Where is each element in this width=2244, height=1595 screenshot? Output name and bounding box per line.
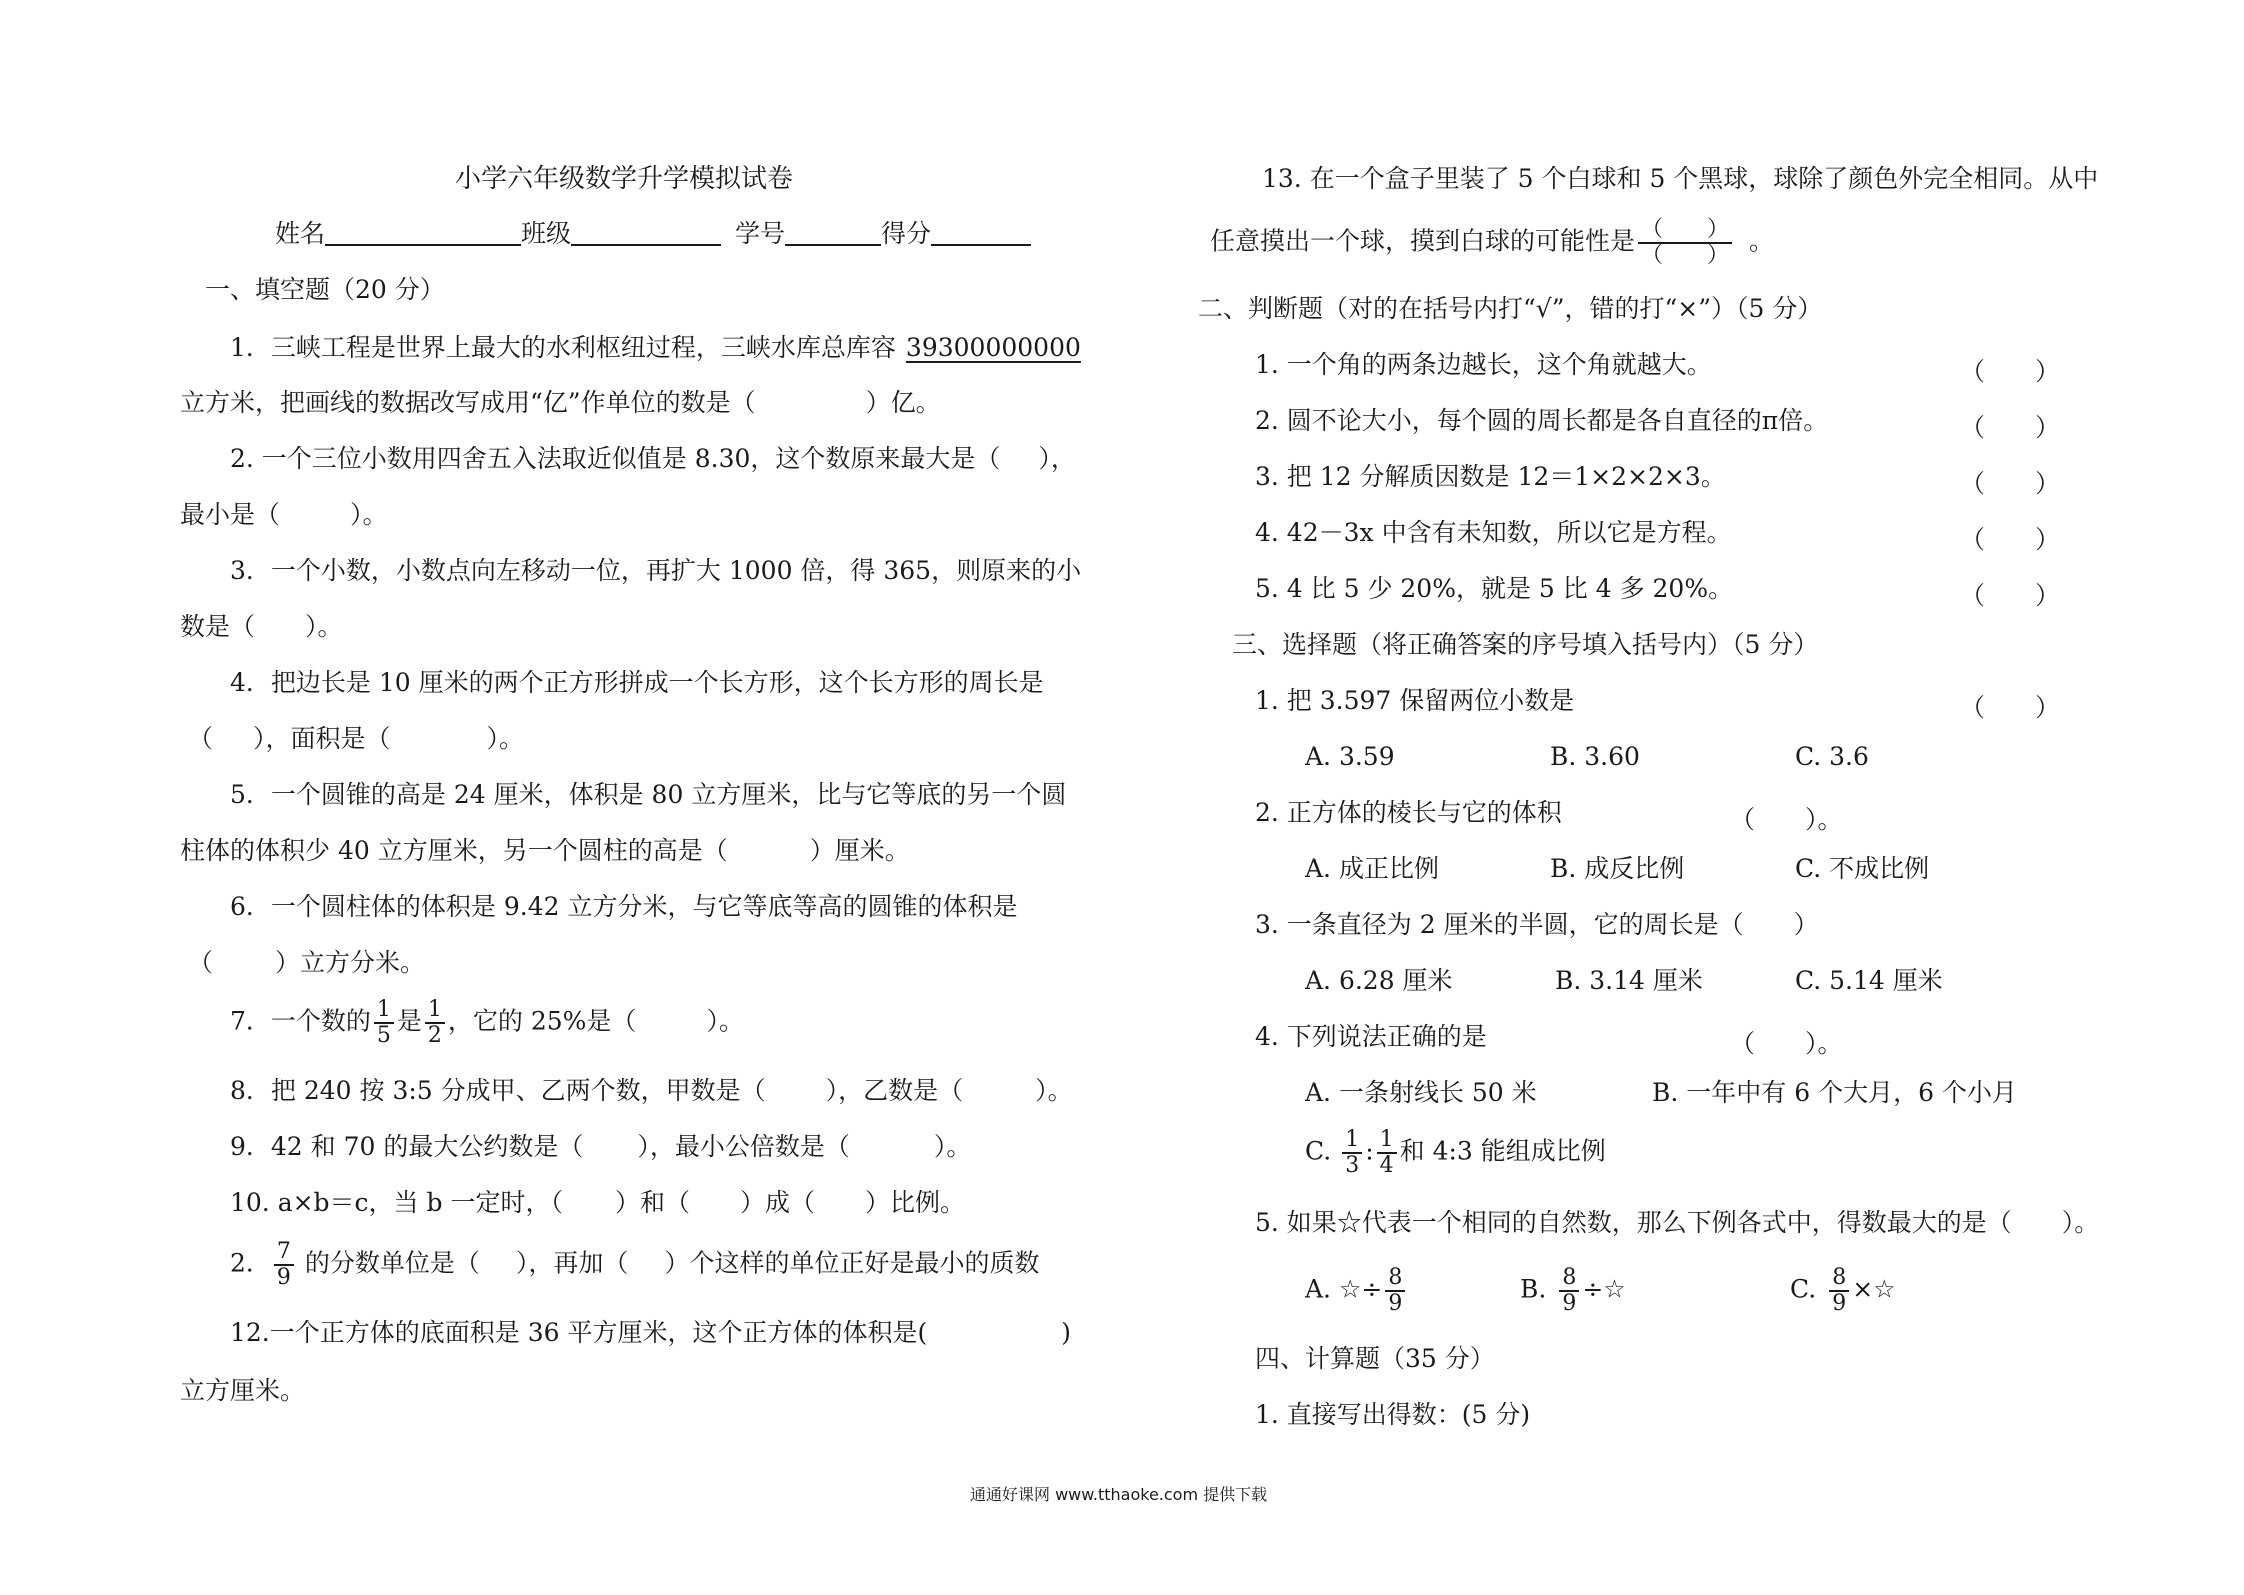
choice-q1-option-a[interactable]: A. 3.59: [1305, 742, 1395, 771]
q7-line: [230, 998, 744, 1048]
q4-text-4: ）。: [486, 724, 525, 753]
choice-q4-option-b[interactable]: B. 一年中有 6 个大月，6 个小月: [1652, 1078, 2017, 1107]
q2-line1: [230, 446, 1076, 471]
q9-text: 9．42 和 70 的最大公约数是（: [230, 1132, 584, 1161]
page-title: 小学六年级数学升学模拟试卷: [455, 164, 794, 194]
q12-line1: [230, 1320, 1071, 1345]
choice-q4-answer[interactable]: （ ）。: [1730, 1029, 1843, 1058]
choice-q5-option-a[interactable]: [1305, 1266, 1408, 1316]
q8-text-3: ）。: [1035, 1076, 1073, 1105]
option-c-fraction-2: $\frac{1}{4}$: [1377, 1128, 1397, 1178]
q3-text-2: 数是（: [180, 612, 256, 641]
judge-answer-4[interactable]: （ ）: [1960, 525, 2061, 554]
judge-item-3: 3. 把 12 分解质因数是 12＝1×2×2×3。: [1255, 462, 1726, 491]
choice-q3-option-b[interactable]: B. 3.14 厘米: [1555, 966, 1703, 995]
q7-text: 7．一个数的: [230, 1006, 371, 1036]
id-field[interactable]: [785, 220, 881, 246]
option-c-label: C.: [1305, 1136, 1332, 1166]
judge-answer-2[interactable]: （ ）: [1960, 413, 2061, 442]
judge-item-4: 4. 42－3x 中含有未知数，所以它是方程。: [1255, 518, 1732, 547]
choice-q2-option-a[interactable]: A. 成正比例: [1305, 854, 1439, 883]
choice-q5-option-c[interactable]: [1790, 1266, 1896, 1316]
q5-line1: 5．一个圆锥的高是 24 厘米，体积是 80 立方厘米，比与它等底的另一个圆: [230, 780, 1067, 809]
q10-text: 10. a×b＝c，当 b 一定时，（: [230, 1188, 563, 1217]
score-field[interactable]: [931, 220, 1031, 246]
choice-q3: 3. 一条直径为 2 厘米的半圆，它的周长是（ ）: [1255, 910, 1819, 939]
judge-item-5: 5. 4 比 5 少 20%，就是 5 比 4 多 20%。: [1255, 574, 1734, 603]
choice-q1-option-b[interactable]: B. 3.60: [1550, 742, 1640, 771]
q5-option-c-label: C.: [1790, 1274, 1817, 1304]
class-field[interactable]: [571, 220, 721, 246]
q4-text-3: ），面积是（: [253, 724, 391, 753]
q1-text-3: ）亿。: [865, 388, 941, 417]
choice-q4-option-a[interactable]: A. 一条射线长 50 米: [1305, 1078, 1537, 1107]
section2-heading: 二、判断题（对的在括号内打“√”，错的打“×”）（5 分）: [1198, 294, 1823, 323]
judge-item-2: 2. 圆不论大小，每个圆的周长都是各自直径的π倍。: [1255, 406, 1829, 435]
q11-line: [230, 1240, 1039, 1290]
choice-q5: 5. 如果☆代表一个相同的自然数，那么下例各式中，得数最大的是（ ）。: [1255, 1208, 2100, 1237]
q13-text: 任意摸出一个球，摸到白球的可能性是: [1210, 226, 1636, 256]
score-label: 得分: [881, 219, 932, 248]
name-field[interactable]: [325, 220, 521, 246]
q3-line1: 3．一个小数，小数点向左移动一位，再扩大 1000 倍，得 365，则原来的小: [230, 556, 1082, 585]
judge-item-1: 1. 一个角的两条边越长，这个角就越大。: [1255, 350, 1712, 379]
choice-q2-option-c[interactable]: C. 不成比例: [1795, 854, 1930, 883]
q5-option-c-fraction: $\frac{8}{9}$: [1829, 1266, 1849, 1316]
q5-option-b-label: B.: [1520, 1274, 1547, 1304]
q13-fraction: $\frac{( )}{( )}$: [1638, 218, 1732, 268]
judge-answer-1[interactable]: （ ）: [1960, 357, 2061, 386]
q2-text: 2. 一个三位小数用四舍五入法取近似值是 8.30，这个数原来最大是（: [230, 444, 1001, 473]
q4-line1: 4．把边长是 10 厘米的两个正方形拼成一个长方形，这个长方形的周长是: [230, 668, 1044, 697]
q3-line2: [180, 614, 343, 639]
choice-q2-option-b[interactable]: B. 成反比例: [1550, 854, 1685, 883]
q5-option-b-text: ÷☆: [1582, 1274, 1626, 1304]
q6-line2: [188, 950, 425, 975]
q11-fraction: $\frac{7}{9}$: [274, 1240, 294, 1290]
q7-text-3: ，它的 25%是（: [447, 1006, 637, 1036]
q2-text-2: ），: [1038, 444, 1076, 473]
q11-text-2: 的分数单位是（: [304, 1248, 480, 1278]
q7-fraction-2: $\frac{1}{2}$: [425, 998, 445, 1048]
q11-text-3: ），再加（: [515, 1248, 629, 1278]
q2-text-4: ）。: [350, 500, 388, 529]
q5-line2: [180, 838, 910, 863]
q6-line1: 6．一个圆柱体的体积是 9.42 立方分米，与它等底等高的圆锥的体积是: [230, 892, 1018, 921]
judge-answer-3[interactable]: （ ）: [1960, 469, 2061, 498]
q5-text-3: ）厘米。: [809, 836, 910, 865]
q8-line: [230, 1078, 1073, 1103]
calc-q1: 1. 直接写出得数：(5 分): [1255, 1400, 1531, 1429]
choice-q5-option-b[interactable]: [1520, 1266, 1626, 1316]
section3-heading: 三、选择题（将正确答案的序号填入括号内）（5 分）: [1232, 630, 1819, 659]
q5-option-c-text: ×☆: [1852, 1274, 1896, 1304]
q5-option-a-text: A. ☆÷: [1305, 1274, 1383, 1304]
q10-text-4: ）比例。: [865, 1188, 966, 1217]
q2-line2: [180, 502, 388, 527]
choice-q3-option-a[interactable]: A. 6.28 厘米: [1305, 966, 1453, 995]
q1-line1: [230, 335, 1081, 360]
q9-text-3: ）。: [933, 1132, 972, 1161]
q5-option-a-fraction: $\frac{8}{9}$: [1385, 1266, 1405, 1316]
q4-text-2: （: [188, 724, 214, 753]
q12-text-2: ): [1061, 1318, 1071, 1347]
q10-line: [230, 1190, 965, 1215]
section4-heading: 四、计算题（35 分）: [1255, 1344, 1495, 1373]
q1-text: 1．三峡工程是世界上最大的水利枢纽过程，三峡水库总库容: [230, 333, 896, 362]
footer-source: 通通好课网 www.tthaoke.com 提供下载: [970, 1485, 1268, 1504]
q13-text-2: 。: [1749, 226, 1775, 256]
q13-line1: 13. 在一个盒子里装了 5 个白球和 5 个黑球，球除了颜色外完全相同。从中: [1262, 164, 2099, 193]
choice-q2: 2. 正方体的棱长与它的体积: [1255, 798, 1562, 827]
q11-text-4: ）个这样的单位正好是最小的质数: [664, 1248, 1040, 1278]
q1-text-2: 立方米，把画线的数据改写成用“亿”作单位的数是（: [180, 388, 756, 417]
q5-text-2: 柱体的体积少 40 立方厘米，另一个圆柱的高是（: [180, 836, 728, 865]
choice-q1-answer[interactable]: （ ）: [1960, 693, 2061, 722]
q7-text-4: ）。: [706, 1006, 744, 1036]
choice-q3-option-c[interactable]: C. 5.14 厘米: [1795, 966, 1943, 995]
choice-q4-option-c[interactable]: [1305, 1128, 1606, 1178]
q1-underlined-number: 39300000000: [905, 333, 1081, 362]
choice-q1: 1. 把 3.597 保留两位小数是: [1255, 686, 1575, 715]
q5-option-b-fraction: $\frac{8}{9}$: [1559, 1266, 1579, 1316]
q10-text-2: ）和（: [614, 1188, 690, 1217]
q4-line2: [188, 726, 524, 751]
q11-text: 2．: [230, 1248, 271, 1278]
name-label: 姓名: [275, 219, 326, 248]
student-info-row: [275, 220, 1031, 246]
q12-text: 12.一个正方体的底面积是 36 平方厘米，这个正方体的体积是(: [230, 1318, 928, 1347]
option-c-text: 和 4:3 能组成比例: [1399, 1136, 1606, 1166]
id-label: 学号: [735, 219, 786, 248]
choice-q1-option-c[interactable]: C. 3.6: [1795, 742, 1869, 771]
option-c-fraction-1: $\frac{1}{3}$: [1342, 1128, 1362, 1178]
q13-line2: [1210, 218, 1774, 268]
q12-line2: 立方厘米。: [180, 1376, 306, 1405]
judge-answer-5[interactable]: （ ）: [1960, 581, 2061, 610]
choice-q2-answer[interactable]: （ ）。: [1730, 805, 1843, 834]
q8-text: 8．把 240 按 3:5 分成甲、乙两个数，甲数是（: [230, 1076, 766, 1105]
section1-heading: 一、填空题（20 分）: [205, 275, 445, 304]
q9-line: [230, 1134, 971, 1159]
q6-text-3: ）立方分米。: [275, 948, 426, 977]
class-label: 班级: [521, 219, 572, 248]
q2-text-3: 最小是（: [180, 500, 281, 529]
q1-line2: [180, 390, 941, 415]
choice-q4: 4. 下列说法正确的是: [1255, 1022, 1487, 1051]
q3-text-3: ）。: [305, 612, 343, 641]
q6-text-2: （: [188, 948, 214, 977]
option-c-colon: :: [1365, 1136, 1374, 1166]
q8-text-2: ），乙数是（: [825, 1076, 964, 1105]
q10-text-3: ）成（: [739, 1188, 815, 1217]
q9-text-2: ），最小公倍数是（: [637, 1132, 850, 1161]
q7-text-2: 是: [396, 1006, 422, 1036]
q7-fraction-1: $\frac{1}{5}$: [374, 998, 394, 1048]
